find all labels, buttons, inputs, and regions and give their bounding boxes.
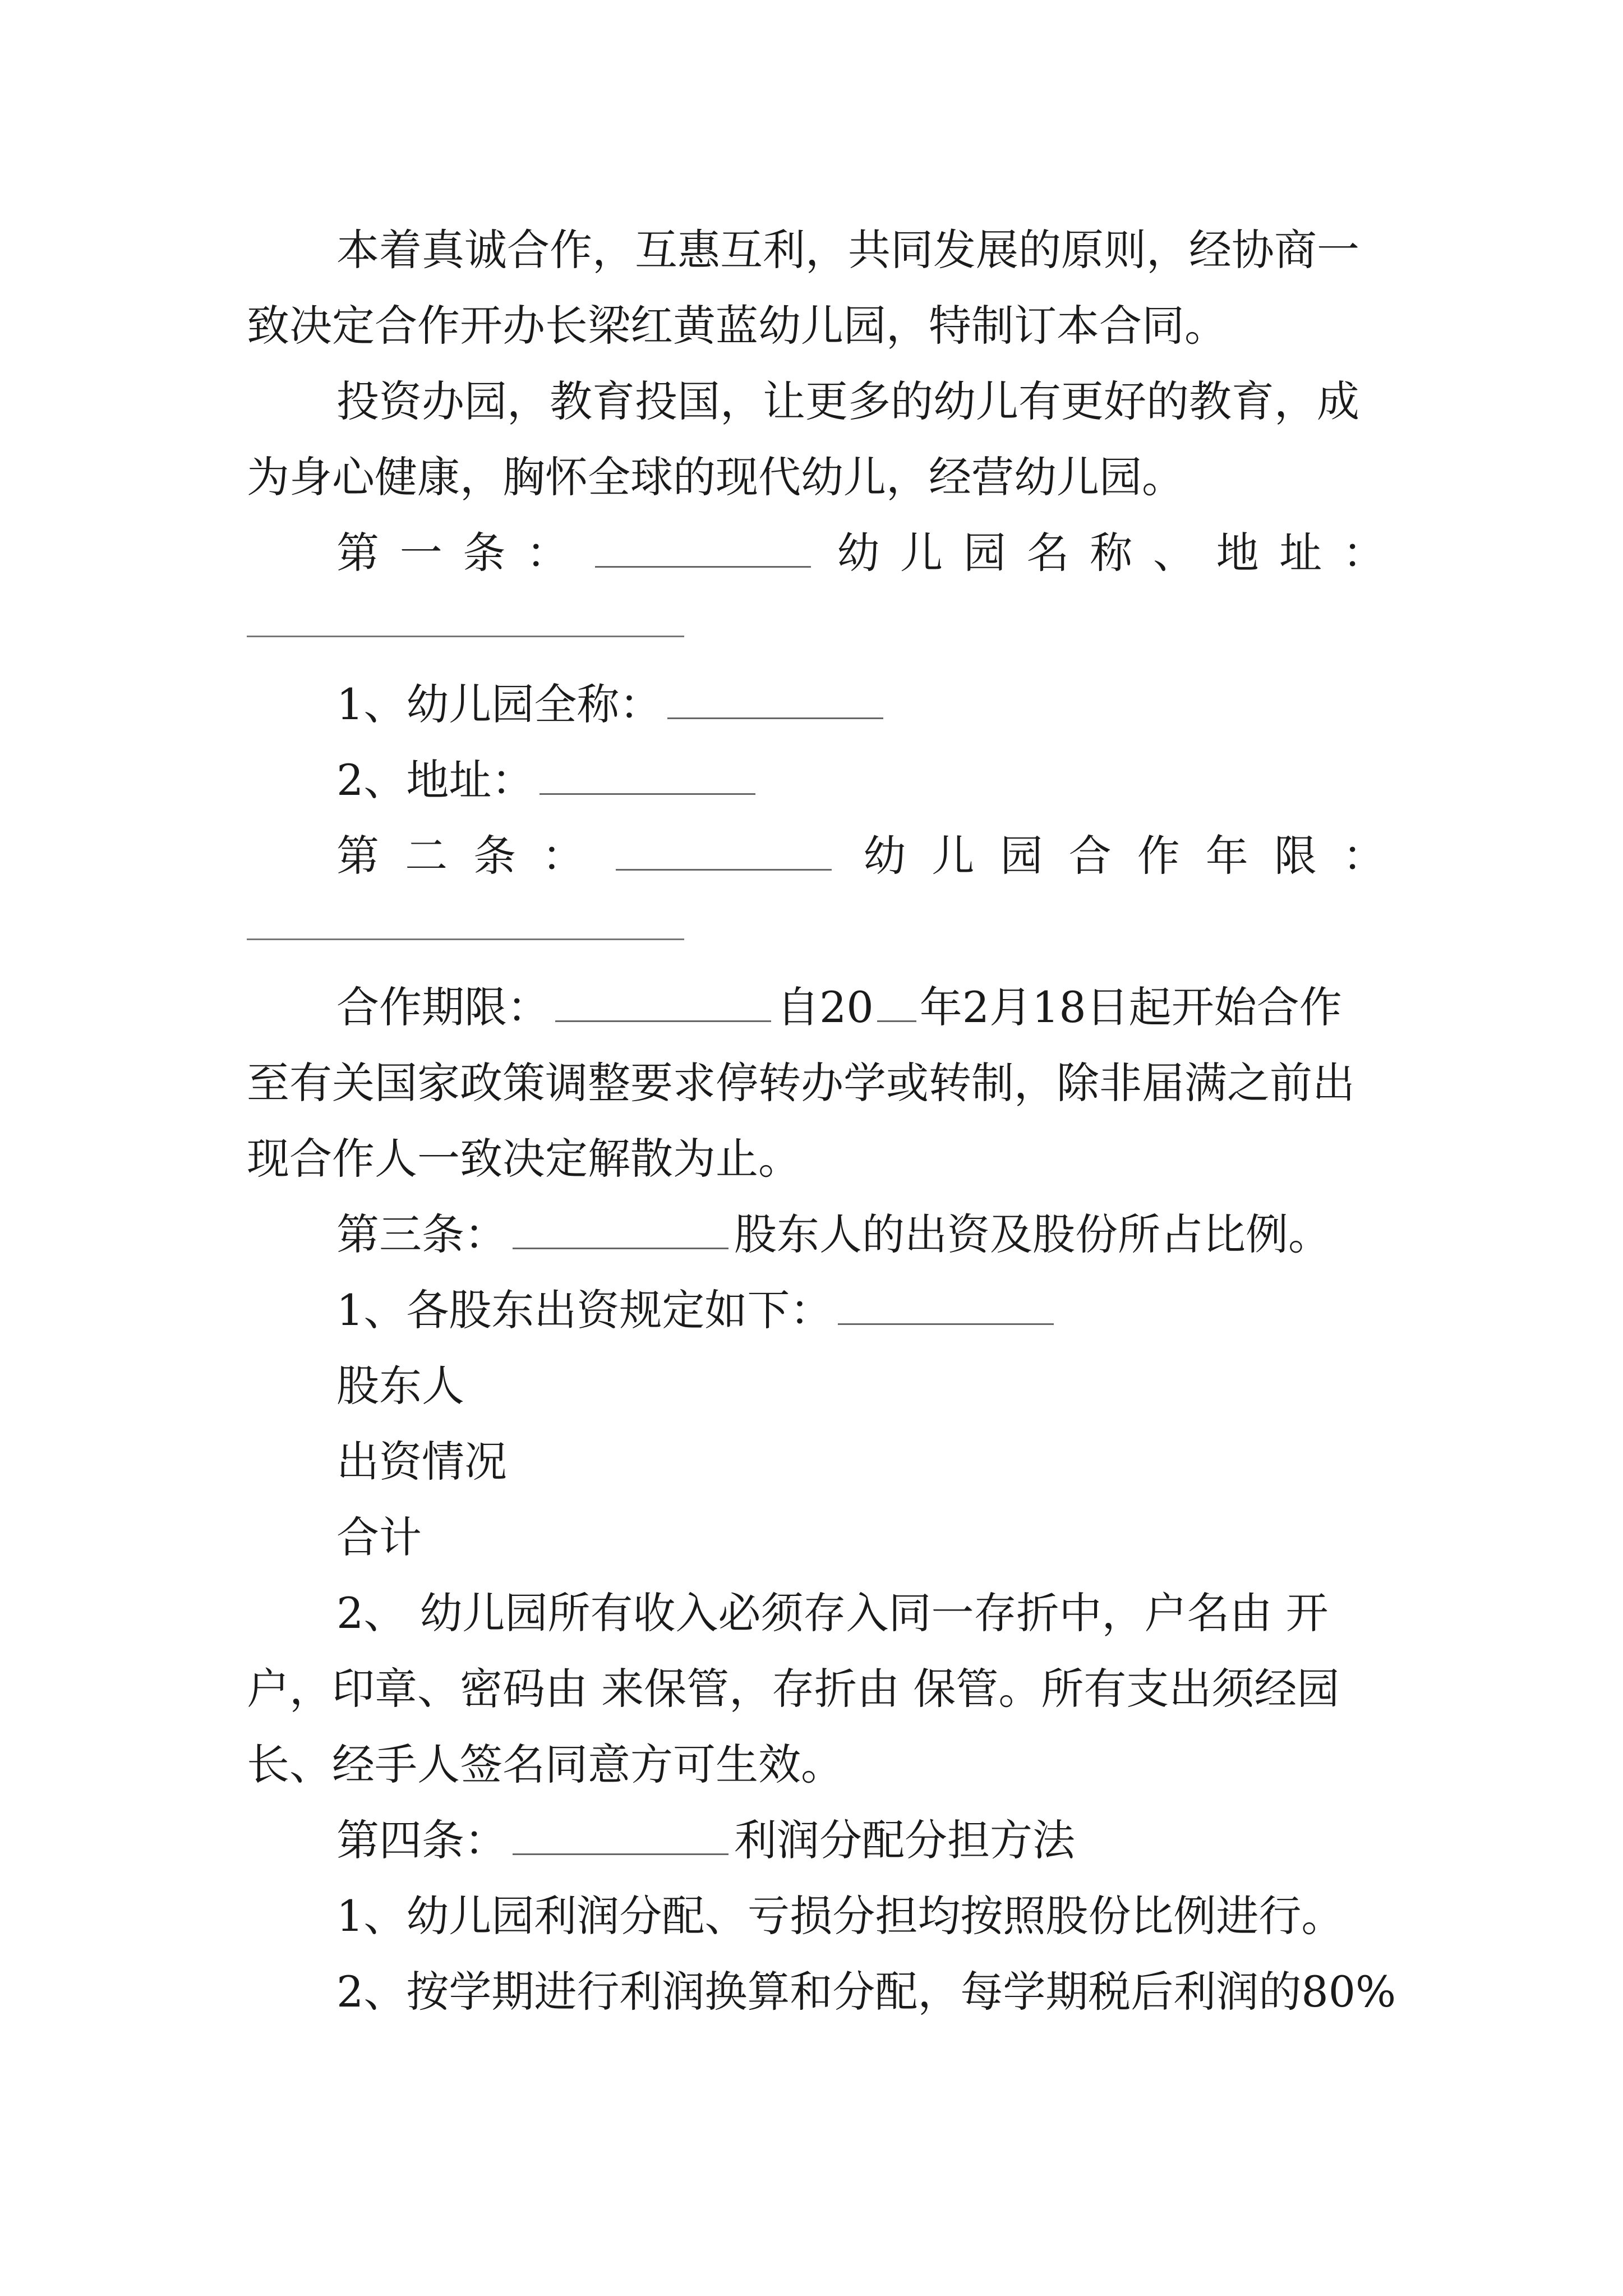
article-2-heading-title-char-4: 作 xyxy=(1137,831,1180,881)
term-label: 合作期限： xyxy=(336,982,550,1032)
article-1-heading-title-char-0: 幼 xyxy=(837,528,880,578)
article-2-heading xyxy=(336,829,1385,883)
article-2-heading-title-char-5: 年 xyxy=(1205,831,1248,881)
article-2-heading-title-char-3: 合 xyxy=(1068,831,1112,881)
article-2-heading-title-char-0: 幼 xyxy=(863,831,906,881)
article-1-heading-label-char-2: 条 xyxy=(463,528,506,578)
contribution-label: 1、各股东出资规定如下： xyxy=(336,1285,833,1335)
article-1-heading-title-char-1: 儿 xyxy=(900,528,943,578)
article-1-heading-title-char-4: 称 xyxy=(1090,528,1133,578)
article-4-blank xyxy=(513,1816,728,1855)
article-1-heading-label-char-0: 第 xyxy=(336,528,379,578)
table-col-shareholder: 股东人 xyxy=(336,1361,464,1411)
article-1-heading-title-char-2: 园 xyxy=(963,528,1006,578)
article-2-heading-label-char-2: 条 xyxy=(473,831,517,881)
intro-line-2: 致决定合作开办长梁红黄蓝幼儿园，特制订本合同。 xyxy=(247,301,1227,351)
article-1-heading-label-char-1: 一 xyxy=(399,528,442,578)
address-blank xyxy=(540,756,755,795)
table-col-contribution: 出资情况 xyxy=(336,1437,507,1487)
article-3-item-2-line-1: 2、 幼儿园所有收入必须存入同一存折中，户名由 开 xyxy=(336,1588,1329,1638)
article-3-item-2-line-2: 户，印章、密码由 来保管，存折由 保管。所有支出须经园 xyxy=(247,1664,1340,1714)
article-1-item-2 xyxy=(336,753,1385,807)
article-4-item-1: 1、幼儿园利润分配、亏损分担均按照股份比例进行。 xyxy=(336,1891,1344,1941)
article-4-heading xyxy=(336,1814,1385,1867)
article-3-blank xyxy=(513,1211,728,1249)
article-3-heading xyxy=(336,1208,1385,1262)
term-line-2: 至有关国家政策调整要求停转办学或转制，除非届满之前出 xyxy=(247,1058,1355,1108)
article-2-heading-title-char-2: 园 xyxy=(1000,831,1043,881)
article-1-item-1 xyxy=(336,678,1385,731)
article-4-title: 利润分配分担方法 xyxy=(734,1815,1075,1865)
term-from: 自20 xyxy=(777,982,874,1032)
article-2-heading-title-char-1: 儿 xyxy=(932,831,975,881)
article-1-underline xyxy=(247,636,684,637)
term-blank xyxy=(555,983,771,1022)
article-2-heading-label-char-1: 二 xyxy=(405,831,448,881)
article-1-heading-title-char-6: 地 xyxy=(1216,528,1259,578)
address-label: 2、地址： xyxy=(336,755,534,805)
article-3-title: 股东人的出资及股份所占比例。 xyxy=(734,1209,1331,1259)
article-1-blank xyxy=(595,529,811,568)
contribution-blank xyxy=(838,1286,1054,1325)
article-1-heading xyxy=(336,526,1385,580)
article-4-label: 第四条： xyxy=(336,1815,507,1865)
article-4-item-2: 2、按学期进行利润换算和分配，每学期税后利润的80% xyxy=(336,1967,1396,2017)
year-blank xyxy=(877,983,916,1022)
intro-line-1: 本着真诚合作，互惠互利，共同发展的原则，经协商一 xyxy=(336,225,1359,275)
fullname-label: 1、幼儿园全称： xyxy=(336,679,662,729)
article-2-underline xyxy=(247,938,684,940)
article-2-heading-label-char-3: ： xyxy=(542,831,585,881)
article-2-blank xyxy=(616,832,832,871)
article-2-heading-title-char-6: 限 xyxy=(1274,831,1317,881)
article-1-heading-label-char-3: ： xyxy=(526,528,569,578)
article-3-item-2-line-3: 长、经手人签名同意方可生效。 xyxy=(247,1740,843,1789)
article-3-item-1 xyxy=(336,1283,1385,1337)
purpose-line-1: 投资办园，教育投国，让更多的幼儿有更好的教育，成 xyxy=(336,376,1359,426)
article-2-heading-label-char-0: 第 xyxy=(336,831,379,881)
article-1-heading-title-char-8: ： xyxy=(1342,528,1385,578)
fullname-blank xyxy=(667,680,883,719)
table-col-total: 合计 xyxy=(336,1512,422,1562)
article-3-label: 第三条： xyxy=(336,1209,507,1259)
purpose-line-2: 为身心健康，胸怀全球的现代幼儿，经营幼儿园。 xyxy=(247,452,1184,502)
article-2-heading-title-char-7: ： xyxy=(1342,831,1385,881)
term-line-3: 现合作人一致决定解散为止。 xyxy=(247,1134,801,1184)
term-line-1 xyxy=(336,981,1385,1034)
term-date: 年2月18日起开始合作 xyxy=(919,982,1342,1032)
article-1-heading-title-char-5: 、 xyxy=(1152,528,1196,578)
article-1-heading-title-char-7: 址 xyxy=(1279,528,1322,578)
article-1-heading-title-char-3: 名 xyxy=(1026,528,1069,578)
